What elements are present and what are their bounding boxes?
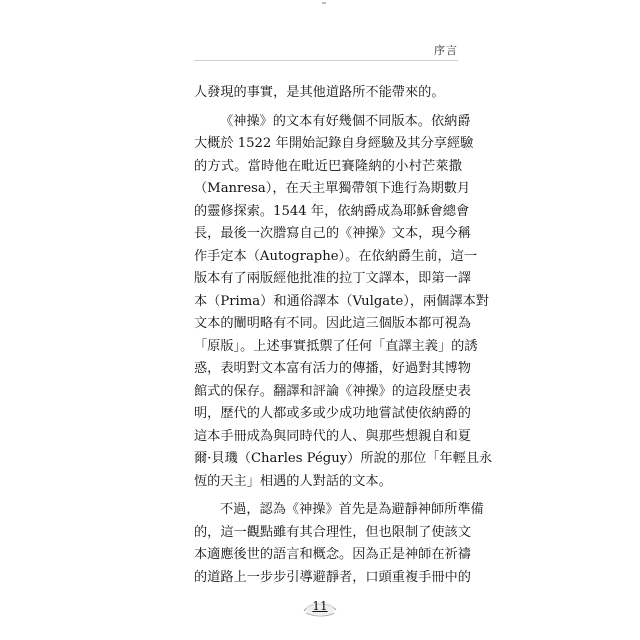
text-line: 大概於 1522 年開始記錄自身經驗及其分享經驗 bbox=[194, 136, 474, 151]
text-line: 版本有了兩版經他批准的拉丁文譯本，即第一譯 bbox=[194, 271, 471, 286]
text-line: 的道路上一步步引導避靜者，口頭重複手冊中的 bbox=[194, 569, 471, 585]
text-line: 本（Prima）和通俗譯本（Vulgate），兩個譯本對 bbox=[194, 293, 489, 309]
text-line: 明，歷代的人都或多或少成功地嘗試使依納爵的 bbox=[194, 406, 471, 421]
text-line: 《神操》的文本有好幾個不同版本。依納爵 bbox=[220, 113, 471, 129]
text-line: 人發現的事實，是其他道路所不能帶來的。 bbox=[194, 85, 445, 100]
paragraph bbox=[194, 111, 493, 494]
text-line: （Manresa），在天主單獨帶領下進行為期數月 bbox=[194, 181, 471, 196]
paragraph bbox=[194, 82, 462, 105]
page-number: 11 bbox=[312, 599, 328, 613]
text-line: 的，這一觀點雖有其合理性，但也限制了使該文 bbox=[194, 524, 471, 540]
text-line: 長，最後一次謄寫自己的《神操》文本，現今稱 bbox=[194, 226, 471, 241]
paragraph bbox=[194, 499, 484, 589]
page-number-ornament bbox=[300, 598, 340, 618]
header-rule bbox=[194, 60, 458, 61]
scan-mark bbox=[322, 2, 326, 4]
text-line: 的靈修探索。1544 年，依納爵成為耶穌會總會 bbox=[194, 203, 470, 219]
body-text bbox=[194, 82, 493, 589]
text-line: 館式的保存。翻譯和評論《神操》的這段歷史表 bbox=[194, 383, 471, 399]
text-line: 不過，認為《神操》首先是為避靜神師所準備 bbox=[220, 502, 484, 517]
text-line: 本適應後世的語言和概念。因為正是神師在祈禱 bbox=[194, 547, 471, 562]
text-line: 的方式。當時他在毗近巴賽隆納的小村芒萊撒 bbox=[194, 158, 462, 174]
text-line: 文本的闡明略有不同。因此這三個版本都可視為 bbox=[194, 316, 471, 331]
running-header: 序言 bbox=[434, 44, 458, 57]
text-line: 這本手冊成為與同時代的人、與那些想親自和夏 bbox=[194, 428, 471, 444]
text-line: 惑，表明對文本富有活力的傳播，好過對其博物 bbox=[194, 361, 471, 376]
text-line: 恆的天主」相遇的人對話的文本。 bbox=[194, 473, 392, 489]
text-line: 作手定本（Autographe）。在依納爵生前，這一 bbox=[194, 248, 478, 264]
text-line: 「原版」。上述事實抵禦了任何「直譯主義」的誘 bbox=[194, 338, 478, 354]
text-line: 爾·貝璣（Charles Péguy）所說的那位「年輕且永 bbox=[194, 451, 493, 466]
